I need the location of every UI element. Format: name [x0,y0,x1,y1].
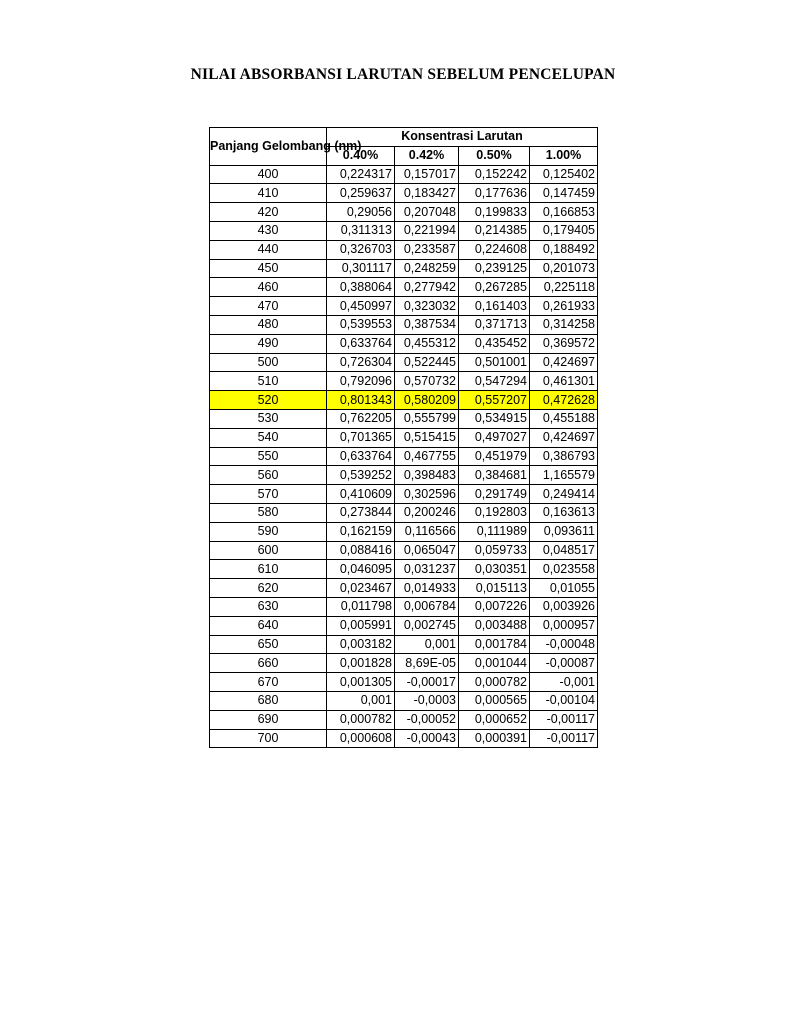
absorbance-cell: 0,157017 [395,165,459,184]
table-row [210,221,598,240]
table-row [210,522,598,541]
absorbance-cell: -0,00087 [530,654,598,673]
absorbance-cell: 0,555799 [395,409,459,428]
absorbance-cell: 0,005991 [327,616,395,635]
wavelength-cell: 640 [210,616,327,635]
absorbance-table [209,127,598,748]
column-header: 1.00% [530,146,598,165]
table-row [210,579,598,598]
wavelength-cell: 570 [210,485,327,504]
table-row [210,503,598,522]
absorbance-cell: 0,001 [327,691,395,710]
absorbance-cell: 8,69E-05 [395,654,459,673]
absorbance-cell: 0,031237 [395,560,459,579]
wavelength-cell: 530 [210,409,327,428]
wavelength-cell: 500 [210,353,327,372]
absorbance-cell: 0,398483 [395,466,459,485]
absorbance-cell: 0,249414 [530,485,598,504]
absorbance-cell: 0,239125 [459,259,530,278]
absorbance-cell: 0,224608 [459,240,530,259]
absorbance-cell: 0,455188 [530,409,598,428]
absorbance-cell: 0,163613 [530,503,598,522]
absorbance-cell: 0,088416 [327,541,395,560]
absorbance-cell: 0,410609 [327,485,395,504]
table-row [210,635,598,654]
table-row [210,541,598,560]
table-row [210,597,598,616]
column-header: 0.50% [459,146,530,165]
wavelength-cell: 400 [210,165,327,184]
absorbance-cell: 0,301117 [327,259,395,278]
absorbance-cell: 0,015113 [459,579,530,598]
absorbance-cell: 0,314258 [530,315,598,334]
absorbance-cell: -0,001 [530,673,598,692]
column-header: 0.42% [395,146,459,165]
table-row [210,673,598,692]
absorbance-cell: 0,201073 [530,259,598,278]
absorbance-cell: 0,515415 [395,428,459,447]
table-row [210,485,598,504]
absorbance-cell: -0,00104 [530,691,598,710]
absorbance-cell: 0,248259 [395,259,459,278]
absorbance-cell: 0,233587 [395,240,459,259]
absorbance-cell: 0,424697 [530,428,598,447]
table-row [210,409,598,428]
absorbance-cell: -0,0003 [395,691,459,710]
wavelength-cell: 460 [210,278,327,297]
absorbance-cell: -0,00048 [530,635,598,654]
absorbance-cell: 0,497027 [459,428,530,447]
wavelength-cell: 540 [210,428,327,447]
table-row [210,372,598,391]
absorbance-cell: 0,152242 [459,165,530,184]
absorbance-cell: 0,000782 [327,710,395,729]
wavelength-cell: 560 [210,466,327,485]
wavelength-cell: 440 [210,240,327,259]
absorbance-cell: 0,224317 [327,165,395,184]
absorbance-cell: 0,177636 [459,184,530,203]
absorbance-cell: 0,633764 [327,447,395,466]
table-row [210,560,598,579]
table-row [210,315,598,334]
wavelength-cell: 430 [210,221,327,240]
wavelength-header: Panjang Gelombang (nm) [210,128,327,166]
absorbance-cell: 0,000957 [530,616,598,635]
absorbance-cell: 0,277942 [395,278,459,297]
absorbance-cell: 0,522445 [395,353,459,372]
absorbance-cell: 0,002745 [395,616,459,635]
absorbance-cell: 1,165579 [530,466,598,485]
absorbance-cell: 0,580209 [395,391,459,410]
wavelength-cell: 690 [210,710,327,729]
absorbance-cell: 0,111989 [459,522,530,541]
table-row [210,654,598,673]
absorbance-cell: 0,200246 [395,503,459,522]
absorbance-cell: 0,29056 [327,203,395,222]
column-header: 0.40% [327,146,395,165]
wavelength-cell: 420 [210,203,327,222]
absorbance-cell: 0,557207 [459,391,530,410]
absorbance-cell: 0,000391 [459,729,530,748]
absorbance-cell: 0,007226 [459,597,530,616]
absorbance-cell: 0,162159 [327,522,395,541]
absorbance-cell: 0,014933 [395,579,459,598]
table-row [210,278,598,297]
table-row [210,447,598,466]
wavelength-cell: 700 [210,729,327,748]
absorbance-cell: 0,003488 [459,616,530,635]
absorbance-cell: 0,01055 [530,579,598,598]
wavelength-cell: 580 [210,503,327,522]
absorbance-cell: 0,801343 [327,391,395,410]
absorbance-cell: 0,259637 [327,184,395,203]
wavelength-cell: 630 [210,597,327,616]
absorbance-cell: 0,000608 [327,729,395,748]
absorbance-cell: 0,023467 [327,579,395,598]
table-body [210,165,598,748]
absorbance-cell: -0,00052 [395,710,459,729]
absorbance-cell: 0,125402 [530,165,598,184]
absorbance-cell: 0,001784 [459,635,530,654]
table-row [210,466,598,485]
wavelength-cell: 470 [210,297,327,316]
absorbance-cell: 0,311313 [327,221,395,240]
absorbance-cell: 0,030351 [459,560,530,579]
absorbance-cell: 0,011798 [327,597,395,616]
wavelength-cell: 650 [210,635,327,654]
absorbance-cell: 0,261933 [530,297,598,316]
absorbance-cell: 0,451979 [459,447,530,466]
absorbance-cell: 0,792096 [327,372,395,391]
absorbance-cell: 0,701365 [327,428,395,447]
absorbance-cell: 0,001044 [459,654,530,673]
absorbance-cell: 0,633764 [327,334,395,353]
absorbance-cell: 0,006784 [395,597,459,616]
absorbance-cell: 0,046095 [327,560,395,579]
absorbance-cell: 0,384681 [459,466,530,485]
table-row [210,203,598,222]
header-row-1 [210,128,598,147]
absorbance-cell: 0,001 [395,635,459,654]
absorbance-cell: 0,001828 [327,654,395,673]
wavelength-cell: 520 [210,391,327,410]
absorbance-cell: 0,424697 [530,353,598,372]
wavelength-cell: 590 [210,522,327,541]
concentration-header: Konsentrasi Larutan [327,128,598,147]
wavelength-cell: 510 [210,372,327,391]
absorbance-cell: 0,065047 [395,541,459,560]
absorbance-cell: 0,291749 [459,485,530,504]
wavelength-cell: 660 [210,654,327,673]
wavelength-cell: 620 [210,579,327,598]
absorbance-cell: 0,388064 [327,278,395,297]
absorbance-cell: 0,000565 [459,691,530,710]
absorbance-cell: 0,192803 [459,503,530,522]
absorbance-cell: 0,000782 [459,673,530,692]
absorbance-cell: 0,472628 [530,391,598,410]
absorbance-cell: 0,093611 [530,522,598,541]
absorbance-cell: 0,326703 [327,240,395,259]
absorbance-cell: 0,225118 [530,278,598,297]
absorbance-cell: 0,116566 [395,522,459,541]
absorbance-cell: 0,267285 [459,278,530,297]
absorbance-cell: 0,539553 [327,315,395,334]
table-row [210,428,598,447]
absorbance-cell: -0,00117 [530,729,598,748]
absorbance-cell: 0,273844 [327,503,395,522]
absorbance-cell: 0,461301 [530,372,598,391]
absorbance-cell: 0,435452 [459,334,530,353]
absorbance-cell: 0,166853 [530,203,598,222]
absorbance-cell: 0,547294 [459,372,530,391]
absorbance-cell: 0,048517 [530,541,598,560]
absorbance-cell: 0,455312 [395,334,459,353]
table-row [210,729,598,748]
absorbance-cell: 0,059733 [459,541,530,560]
wavelength-cell: 490 [210,334,327,353]
wavelength-cell: 680 [210,691,327,710]
absorbance-cell: 0,371713 [459,315,530,334]
absorbance-cell: 0,179405 [530,221,598,240]
absorbance-cell: 0,023558 [530,560,598,579]
wavelength-cell: 480 [210,315,327,334]
absorbance-cell: 0,369572 [530,334,598,353]
table-row [210,616,598,635]
absorbance-cell: -0,00043 [395,729,459,748]
absorbance-cell: 0,302596 [395,485,459,504]
document-title: NILAI ABSORBANSI LARUTAN SEBELUM PENCELUPAN [190,66,616,83]
table-row [210,710,598,729]
wavelength-cell: 410 [210,184,327,203]
wavelength-cell: 450 [210,259,327,278]
absorbance-cell: 0,534915 [459,409,530,428]
wavelength-cell: 600 [210,541,327,560]
wavelength-cell: 670 [210,673,327,692]
absorbance-cell: 0,387534 [395,315,459,334]
absorbance-cell: 0,003926 [530,597,598,616]
absorbance-cell: 0,000652 [459,710,530,729]
absorbance-cell: 0,161403 [459,297,530,316]
absorbance-cell: 0,188492 [530,240,598,259]
absorbance-cell: 0,467755 [395,447,459,466]
table-row [210,240,598,259]
wavelength-cell: 550 [210,447,327,466]
wavelength-cell: 610 [210,560,327,579]
absorbance-cell: 0,221994 [395,221,459,240]
absorbance-cell: 0,450997 [327,297,395,316]
table-row [210,165,598,184]
table-row-highlighted [210,391,598,410]
table-row [210,259,598,278]
absorbance-cell: 0,147459 [530,184,598,203]
absorbance-cell: -0,00117 [530,710,598,729]
absorbance-cell: 0,386793 [530,447,598,466]
table-row [210,334,598,353]
absorbance-cell: 0,726304 [327,353,395,372]
absorbance-cell: 0,539252 [327,466,395,485]
absorbance-cell: 0,323032 [395,297,459,316]
absorbance-cell: 0,183427 [395,184,459,203]
table-row [210,297,598,316]
absorbance-cell: 0,570732 [395,372,459,391]
absorbance-cell: 0,214385 [459,221,530,240]
absorbance-cell: 0,001305 [327,673,395,692]
absorbance-cell: 0,762205 [327,409,395,428]
table-row [210,353,598,372]
table-row [210,184,598,203]
absorbance-cell: 0,207048 [395,203,459,222]
absorbance-cell: 0,501001 [459,353,530,372]
absorbance-cell: 0,199833 [459,203,530,222]
table-row [210,691,598,710]
absorbance-cell: -0,00017 [395,673,459,692]
absorbance-cell: 0,003182 [327,635,395,654]
